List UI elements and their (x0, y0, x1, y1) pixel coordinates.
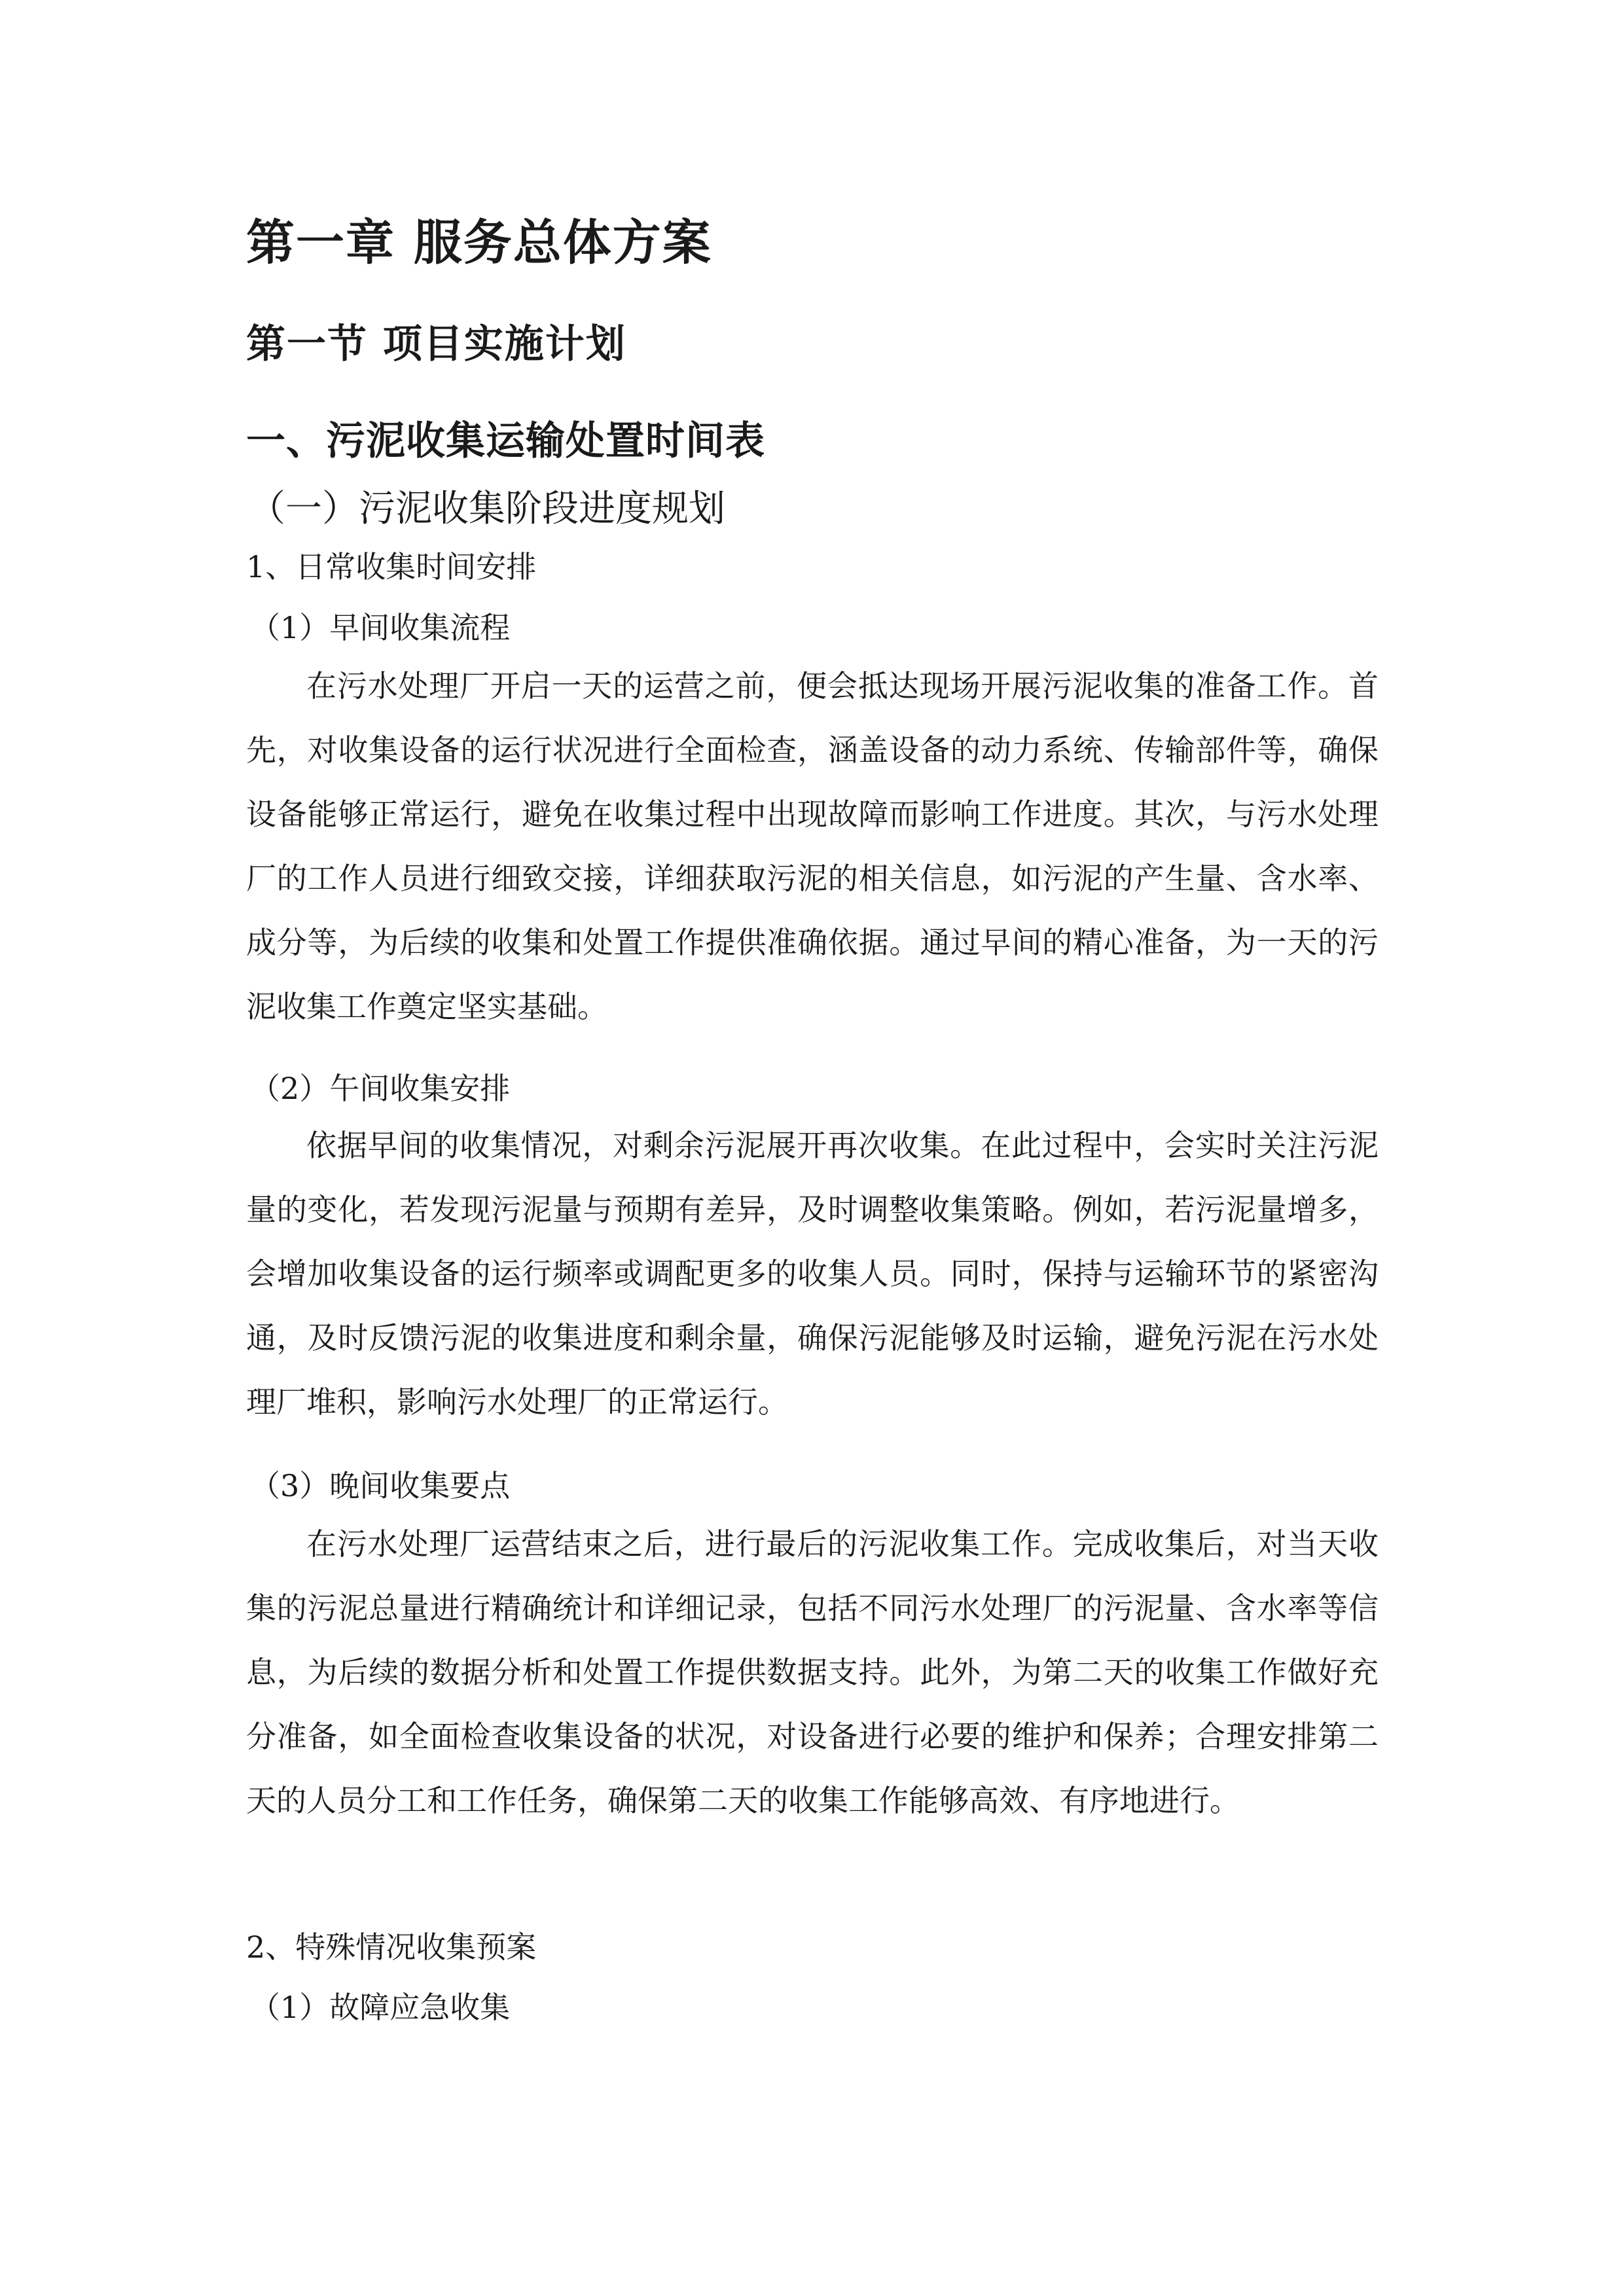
fault-emergency-collection-title: （1）故障应急收集 (250, 1990, 511, 2025)
evening-collection-title: （3）晚间收集要点 (250, 1468, 511, 1503)
evening-collection-paragraph: 在污水处理厂运营结束之后，进行最后的污泥收集工作。完成收集后，对当天收集的污泥总量进行精确统计和详细记录，包括不同污水处理厂的污泥量、含水率等信息，为后续的数据分析和处置工作提供数据支持。此外，为第二天的收集工作做好充分准备，如全面检查收集设备的状况，对设备进行必要的维护和保养；合理安排第二天的人员分工和工作任务，确保第二天的收集工作能够高效、有序地进行。 (246, 1526, 1379, 1818)
noon-collection-title: （2）午间收集安排 (250, 1071, 511, 1106)
morning-collection-paragraph: 在污水处理厂开启一天的运营之前，便会抵达现场开展污泥收集的准备工作。首先，对收集设备的运行状况进行全面检查，涵盖设备的动力系统、传输部件等，确保设备能够正常运行，避免在收集过程中出现故障而影响工作进度。其次，与污水处理厂的工作人员进行细致交接，详细获取污泥的相关信息，如污泥的产生量、含水率、成分等，为后续的收集和处置工作提供准确依据。通过早间的精心准备，为一天的污泥收集工作奠定坚实基础。 (246, 668, 1379, 1024)
item-1-title: 1、日常收集时间安排 (246, 549, 537, 584)
noon-collection-paragraph: 依据早间的收集情况，对剩余污泥展开再次收集。在此过程中，会实时关注污泥量的变化，若发现污泥量与预期有差异，及时调整收集策略。例如，若污泥量增多，会增加收集设备的运行频率或调配更多的收集人员。同时，保持与运输环节的紧密沟通，及时反馈污泥的收集进度和剩余量，确保污泥能够及时运输，避免污泥在污水处理厂堆积，影响污水处理厂的正常运行。 (246, 1128, 1379, 1420)
chapter-title: 第一章 服务总体方案 (246, 215, 712, 271)
section-title: 第一节 项目实施计划 (246, 321, 626, 367)
part-title: （一）污泥收集阶段进度规划 (249, 488, 725, 530)
morning-collection-title: （1）早间收集流程 (250, 610, 511, 645)
item-2-title: 2、特殊情况收集预案 (246, 1929, 537, 1965)
subsection-title: 一、污泥收集运输处置时间表 (246, 418, 765, 464)
